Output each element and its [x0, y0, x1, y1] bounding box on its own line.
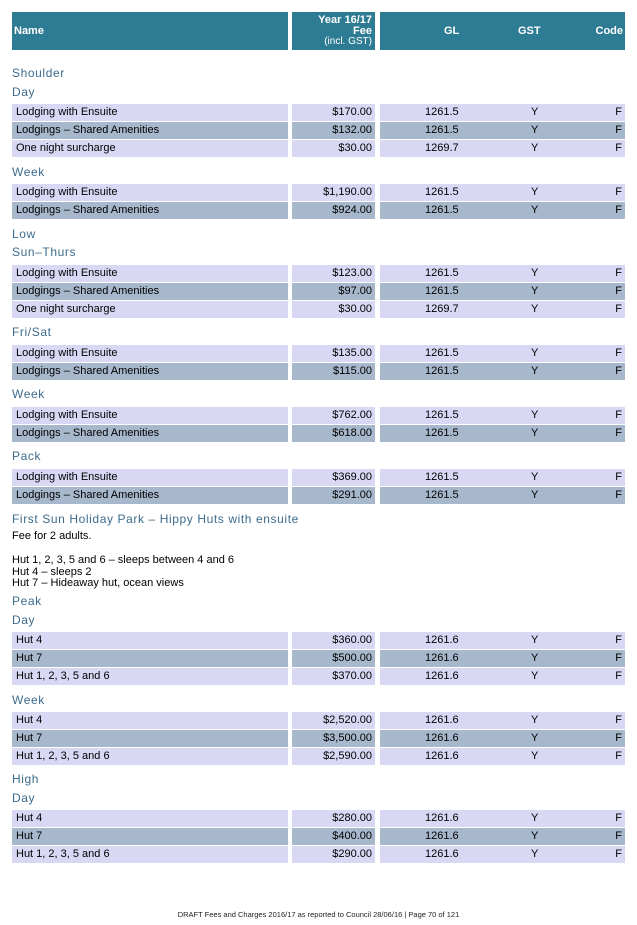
row-fee: $3,500.00: [292, 730, 375, 747]
table-row: [12, 810, 625, 827]
row-gst: Y: [531, 303, 539, 315]
row-fee: $291.00: [292, 487, 375, 504]
row-name: Lodging with Ensuite: [12, 104, 288, 121]
hut-note: Hut 1, 2, 3, 5 and 6 – sleeps between 4 and 6: [12, 554, 234, 566]
row-name: One night surcharge: [12, 140, 288, 157]
row-code: F: [615, 848, 622, 860]
row-name: Hut 4: [12, 712, 288, 729]
row-fee: $135.00: [292, 345, 375, 362]
fee-header-line1: Year 16/17: [318, 14, 372, 26]
row-gl: 1261.5: [425, 124, 459, 136]
section-heading: Peak: [12, 594, 42, 608]
row-name: Hut 4: [12, 632, 288, 649]
row-code: F: [615, 186, 622, 198]
row-gst: Y: [531, 812, 539, 824]
row-gst: Y: [531, 848, 539, 860]
row-codes: [380, 122, 625, 139]
row-gl: 1261.5: [425, 365, 459, 377]
table-row: [12, 283, 625, 300]
row-gl: 1261.5: [425, 409, 459, 421]
row-fee: $280.00: [292, 810, 375, 827]
table-row: [12, 363, 625, 380]
row-gst: Y: [531, 670, 539, 682]
row-name: Hut 7: [12, 730, 288, 747]
row-codes: [380, 202, 625, 219]
row-code: F: [615, 124, 622, 136]
row-gst: Y: [531, 142, 539, 154]
row-code: F: [615, 714, 622, 726]
row-fee: $2,590.00: [292, 748, 375, 765]
row-gst: Y: [531, 489, 539, 501]
row-name: Hut 1, 2, 3, 5 and 6: [12, 748, 288, 765]
row-code: F: [615, 750, 622, 762]
row-code: F: [615, 106, 622, 118]
row-fee: $132.00: [292, 122, 375, 139]
row-code: F: [615, 732, 622, 744]
table-row: [12, 104, 625, 121]
row-code: F: [615, 267, 622, 279]
row-fee: $369.00: [292, 469, 375, 486]
row-gst: Y: [531, 106, 539, 118]
table-row: [12, 748, 625, 765]
section-heading: First Sun Holiday Park – Hippy Huts with ensuite: [12, 512, 299, 526]
row-gst: Y: [531, 409, 539, 421]
subsection-heading: Fri/Sat: [12, 325, 52, 339]
row-codes: [380, 712, 625, 729]
row-fee: $123.00: [292, 265, 375, 282]
row-name: Lodging with Ensuite: [12, 407, 288, 424]
row-fee: $290.00: [292, 846, 375, 863]
row-gst: Y: [531, 830, 539, 842]
row-gst: Y: [531, 204, 539, 216]
row-fee: $30.00: [292, 140, 375, 157]
row-gst: Y: [531, 471, 539, 483]
row-gl: 1261.6: [425, 634, 459, 646]
row-code: F: [615, 427, 622, 439]
row-codes: [380, 104, 625, 121]
row-gl: 1261.6: [425, 830, 459, 842]
row-gst: Y: [531, 427, 539, 439]
row-name: Lodging with Ensuite: [12, 265, 288, 282]
row-gst: Y: [531, 267, 539, 279]
table-row: [12, 265, 625, 282]
row-gl: 1261.6: [425, 750, 459, 762]
row-fee: $2,520.00: [292, 712, 375, 729]
row-code: F: [615, 303, 622, 315]
row-gl: 1261.5: [425, 267, 459, 279]
hut-note: Hut 7 – Hideaway hut, ocean views: [12, 577, 184, 589]
row-codes: [380, 748, 625, 765]
row-name: One night surcharge: [12, 301, 288, 318]
row-codes: [380, 487, 625, 504]
section-heading: Shoulder: [12, 66, 65, 80]
row-code: F: [615, 489, 622, 501]
subsection-heading: Day: [12, 791, 36, 805]
row-fee: $170.00: [292, 104, 375, 121]
row-code: F: [615, 285, 622, 297]
row-codes: [380, 184, 625, 201]
row-codes: [380, 846, 625, 863]
row-code: F: [615, 471, 622, 483]
row-gl: 1261.5: [425, 204, 459, 216]
row-code: F: [615, 409, 622, 421]
row-codes: [380, 345, 625, 362]
row-gl: 1261.6: [425, 812, 459, 824]
row-fee: $97.00: [292, 283, 375, 300]
row-gl: 1261.5: [425, 427, 459, 439]
row-name: Hut 7: [12, 828, 288, 845]
row-name: Lodging with Ensuite: [12, 184, 288, 201]
table-row: [12, 828, 625, 845]
section-heading: High: [12, 772, 40, 786]
column-header-fee: [292, 12, 375, 50]
row-gl: 1261.5: [425, 489, 459, 501]
subsection-heading: Day: [12, 613, 36, 627]
table-row: [12, 846, 625, 863]
row-name: Lodging with Ensuite: [12, 469, 288, 486]
row-code: F: [615, 670, 622, 682]
subsection-heading: Sun–Thurs: [12, 245, 77, 259]
row-fee: $370.00: [292, 668, 375, 685]
row-gl: 1261.6: [425, 732, 459, 744]
row-fee: $500.00: [292, 650, 375, 667]
row-name: Hut 7: [12, 650, 288, 667]
table-row: [12, 140, 625, 157]
row-code: F: [615, 347, 622, 359]
row-codes: [380, 140, 625, 157]
row-gl: 1261.6: [425, 848, 459, 860]
row-gl: 1261.5: [425, 106, 459, 118]
table-row: [12, 632, 625, 649]
row-gst: Y: [531, 365, 539, 377]
row-fee: $924.00: [292, 202, 375, 219]
column-header-name-label: Name: [14, 25, 44, 37]
row-gst: Y: [531, 124, 539, 136]
page-footer: DRAFT Fees and Charges 2016/17 as reported to Council 28/06/16 | Page 70 of 121: [177, 910, 460, 919]
row-gst: Y: [531, 347, 539, 359]
row-name: Lodgings – Shared Amenities: [12, 425, 288, 442]
subsection-heading: Day: [12, 85, 36, 99]
subsection-heading: Pack: [12, 449, 42, 463]
row-code: F: [615, 204, 622, 216]
column-header-name: [12, 12, 288, 50]
fee-note: Fee for 2 adults.: [12, 530, 92, 542]
column-header-group: [380, 12, 625, 50]
row-code: F: [615, 652, 622, 664]
table-row: [12, 122, 625, 139]
row-codes: [380, 730, 625, 747]
row-name: Hut 4: [12, 810, 288, 827]
column-header-gst: GST: [518, 25, 541, 37]
table-row: [12, 184, 625, 201]
row-name: Lodging with Ensuite: [12, 345, 288, 362]
fee-header-line3: (incl. GST): [324, 36, 372, 47]
row-gst: Y: [531, 750, 539, 762]
table-row: [12, 487, 625, 504]
row-fee: $618.00: [292, 425, 375, 442]
row-gl: 1261.5: [425, 347, 459, 359]
table-row: [12, 712, 625, 729]
table-row: [12, 301, 625, 318]
row-codes: [380, 283, 625, 300]
row-gst: Y: [531, 714, 539, 726]
row-gst: Y: [531, 634, 539, 646]
row-gl: 1261.5: [425, 186, 459, 198]
row-code: F: [615, 830, 622, 842]
row-gst: Y: [531, 652, 539, 664]
table-row: [12, 730, 625, 747]
table-row: [12, 345, 625, 362]
row-codes: [380, 650, 625, 667]
table-row: [12, 668, 625, 685]
column-header-gl: GL: [444, 25, 460, 37]
row-gl: 1261.5: [425, 471, 459, 483]
table-row: [12, 407, 625, 424]
row-codes: [380, 632, 625, 649]
row-gl: 1261.6: [425, 652, 459, 664]
column-header-code: Code: [595, 25, 623, 37]
subsection-heading: Week: [12, 387, 45, 401]
row-codes: [380, 828, 625, 845]
row-code: F: [615, 142, 622, 154]
row-fee: $360.00: [292, 632, 375, 649]
row-codes: [380, 469, 625, 486]
row-codes: [380, 301, 625, 318]
row-name: Lodgings – Shared Amenities: [12, 202, 288, 219]
row-fee: $762.00: [292, 407, 375, 424]
row-gl: 1269.7: [425, 303, 459, 315]
row-codes: [380, 810, 625, 827]
row-gl: 1261.6: [425, 670, 459, 682]
row-name: Lodgings – Shared Amenities: [12, 283, 288, 300]
subsection-heading: Week: [12, 165, 45, 179]
subsection-heading: Week: [12, 693, 45, 707]
row-gl: 1261.5: [425, 285, 459, 297]
row-fee: $115.00: [292, 363, 375, 380]
row-name: Lodgings – Shared Amenities: [12, 487, 288, 504]
row-fee: $30.00: [292, 301, 375, 318]
row-codes: [380, 265, 625, 282]
row-name: Hut 1, 2, 3, 5 and 6: [12, 668, 288, 685]
row-gst: Y: [531, 285, 539, 297]
row-gst: Y: [531, 732, 539, 744]
table-row: [12, 425, 625, 442]
table-row: [12, 469, 625, 486]
row-name: Hut 1, 2, 3, 5 and 6: [12, 846, 288, 863]
row-gst: Y: [531, 186, 539, 198]
table-row: [12, 650, 625, 667]
row-name: Lodgings – Shared Amenities: [12, 122, 288, 139]
row-gl: 1269.7: [425, 142, 459, 154]
row-code: F: [615, 365, 622, 377]
row-fee: $1,190.00: [292, 184, 375, 201]
row-code: F: [615, 634, 622, 646]
row-codes: [380, 363, 625, 380]
row-gl: 1261.6: [425, 714, 459, 726]
row-code: F: [615, 812, 622, 824]
fee-header-line2: Fee: [353, 25, 372, 37]
row-name: Lodgings – Shared Amenities: [12, 363, 288, 380]
hut-note: Hut 4 – sleeps 2: [12, 566, 92, 578]
table-row: [12, 202, 625, 219]
row-codes: [380, 668, 625, 685]
row-codes: [380, 407, 625, 424]
row-fee: $400.00: [292, 828, 375, 845]
section-heading: Low: [12, 227, 36, 241]
row-codes: [380, 425, 625, 442]
